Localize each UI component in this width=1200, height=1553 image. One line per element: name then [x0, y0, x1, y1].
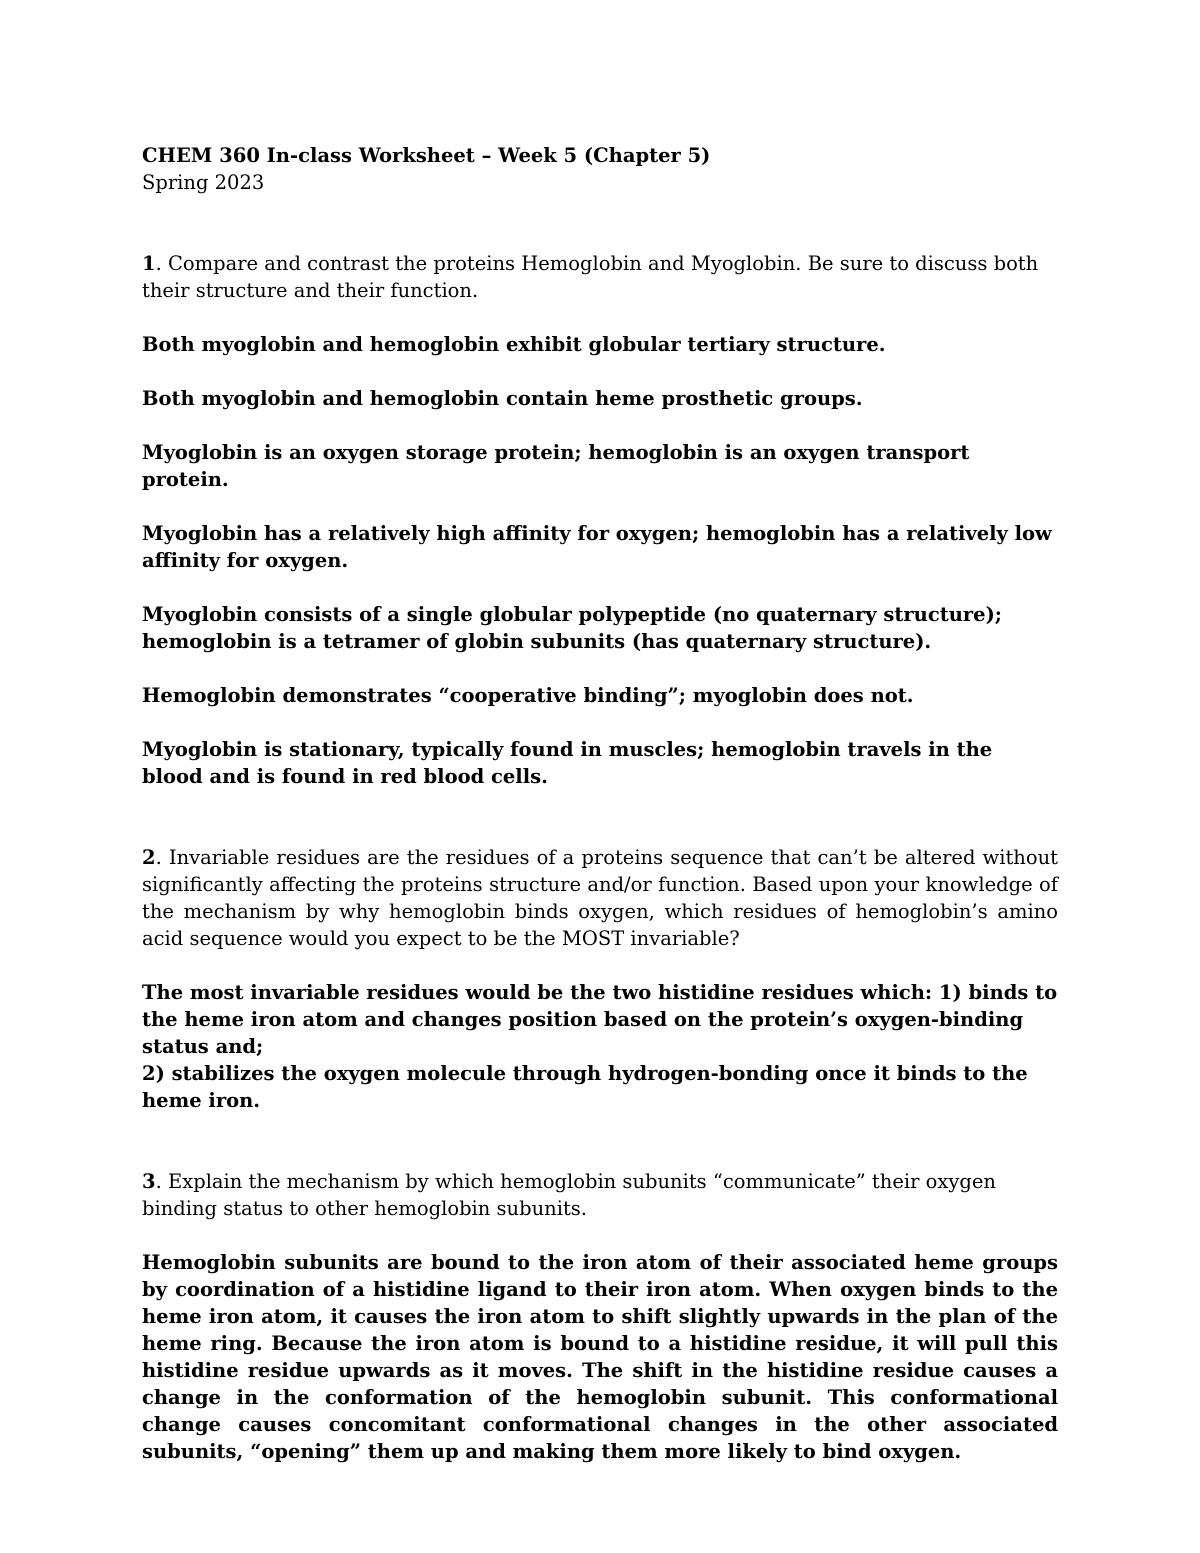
answer-1-item: Both myoglobin and hemoglobin exhibit globular tertiary structure.	[142, 333, 886, 356]
question-2-prompt: . Invariable residues are the residues of a proteins sequence that can’t be altered without significantly affecting the proteins structure and/or function. Based upon your knowledge of the mechanism by why hemoglobin binds oxygen, which residues of hemoglobin’s amino acid sequence would you expect to be the MOST invariable?	[142, 846, 1058, 950]
question-3-prompt: . Explain the mechanism by which hemoglobin subunits “communicate” their oxygen binding status to other hemoglobin subunits.	[142, 1170, 996, 1220]
question-2	[142, 844, 1058, 952]
spacer	[142, 952, 1058, 979]
spacer	[142, 1114, 1058, 1168]
answer-1-item: Myoglobin is stationary, typically found in muscles; hemoglobin travels in the blood and is found in red blood cells.	[142, 738, 993, 788]
answer-1-item: Myoglobin has a relatively high affinity for oxygen; hemoglobin has a relatively low affinity for oxygen.	[142, 522, 1052, 572]
spacer	[142, 304, 1058, 331]
spacer	[142, 655, 1058, 682]
spacer	[142, 790, 1058, 844]
question-1-prompt: . Compare and contrast the proteins Hemoglobin and Myoglobin. Be sure to discuss both their structure and their function.	[142, 252, 1039, 302]
spacer	[142, 574, 1058, 601]
spacer	[142, 196, 1058, 250]
answer-1-item: Both myoglobin and hemoglobin contain heme prosthetic groups.	[142, 387, 863, 410]
question-3	[142, 1168, 1058, 1222]
question-2-number: 2	[142, 846, 156, 869]
document-term: Spring 2023	[142, 171, 265, 194]
answer-2-line-2: 2) stabilizes the oxygen molecule through hydrogen-bonding once it binds to the heme iron.	[142, 1062, 1028, 1112]
spacer	[142, 358, 1058, 385]
question-1	[142, 250, 1058, 304]
worksheet-page	[142, 142, 1058, 1465]
answer-3: Hemoglobin subunits are bound to the iron atom of their associated heme groups by coordination of a histidine ligand to their iron atom. When oxygen binds to the heme iron atom, it causes the iron atom to shift slightly upwards in the plan of the heme ring. Because the iron atom is bound to a histidine residue, it will pull this histidine residue upwards as it moves. The shift in the histidine residue causes a change in the conformation of the hemoglobin subunit. This conformational change causes concomitant conformational changes in the other associated subunits, “opening” them up and making them more likely to bind oxygen.	[142, 1251, 1058, 1463]
answer-1-item: Myoglobin is an oxygen storage protein; hemoglobin is an oxygen transport protein.	[142, 441, 970, 491]
question-3-number: 3	[142, 1170, 156, 1193]
answer-1-item: Myoglobin consists of a single globular polypeptide (no quaternary structure); hemoglobin is a tetramer of globin subunits (has quaternary structure).	[142, 603, 1002, 653]
question-1-number: 1	[142, 252, 156, 275]
answer-2-line-1: The most invariable residues would be the two histidine residues which: 1) binds to the heme iron atom and changes position based on the protein’s oxygen-binding status and;	[142, 981, 1058, 1058]
document-title: CHEM 360 In-class Worksheet – Week 5 (Chapter 5)	[142, 144, 711, 167]
spacer	[142, 1222, 1058, 1249]
spacer	[142, 709, 1058, 736]
spacer	[142, 412, 1058, 439]
spacer	[142, 493, 1058, 520]
answer-1-item: Hemoglobin demonstrates “cooperative binding”; myoglobin does not.	[142, 684, 914, 707]
